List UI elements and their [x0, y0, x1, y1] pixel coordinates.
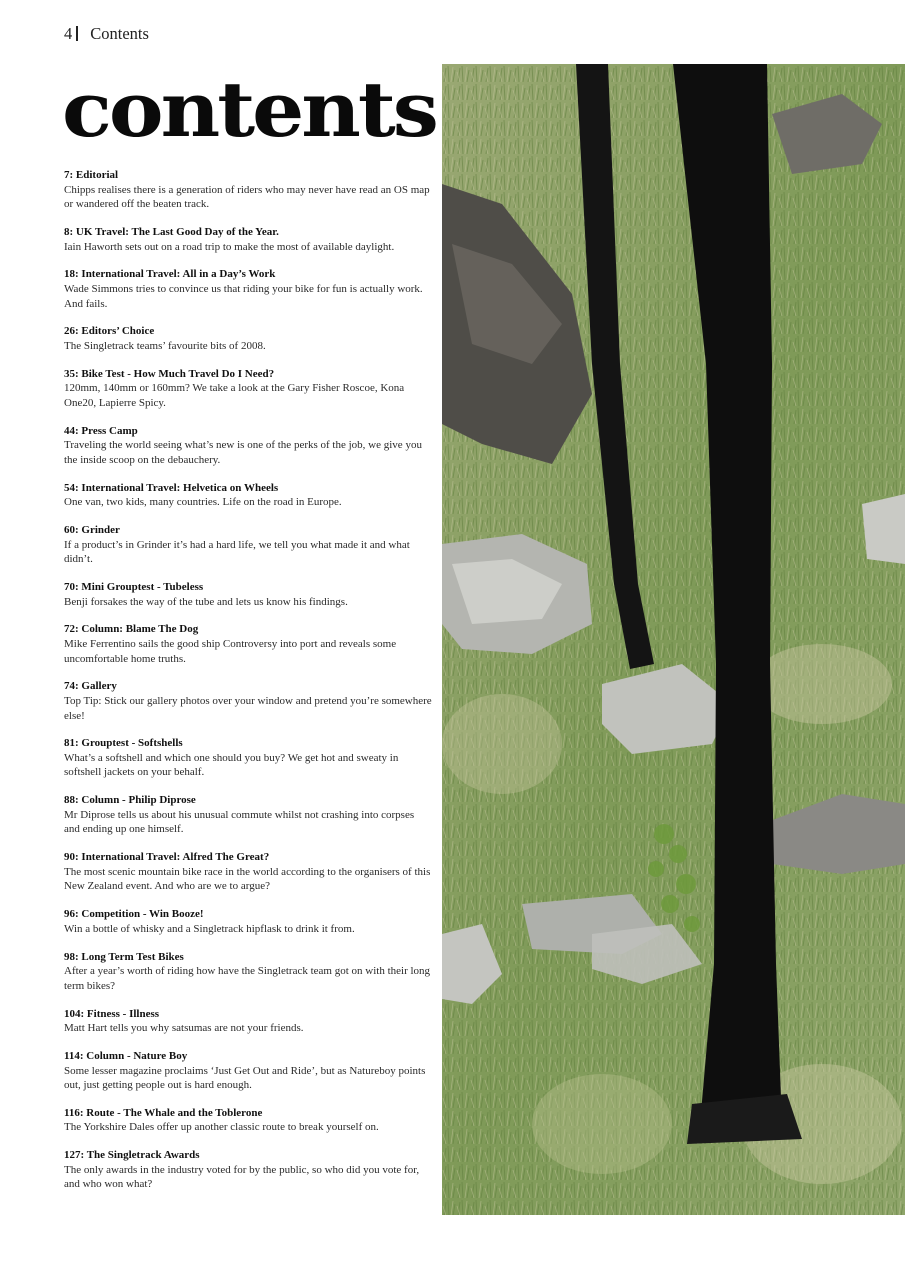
toc-entry[interactable] [64, 1148, 432, 1192]
toc-entry-title: 60: Grinder [64, 524, 120, 536]
toc-entry[interactable] [64, 168, 432, 212]
toc-entry-description: Wade Simmons tries to convince us that riding your bike for fun is actually work. And fails. [64, 282, 423, 310]
cover-photo-burnt-trees [442, 64, 905, 1215]
toc-entry[interactable] [64, 950, 432, 994]
toc-entry-title: 104: Fitness - Illness [64, 1007, 160, 1020]
running-head [64, 24, 149, 44]
toc-entry[interactable] [64, 793, 432, 837]
toc-entry-title: 114: Column - Nature Boy [64, 1049, 188, 1062]
section-name: Contents [90, 24, 149, 43]
toc-entry-description: Benji forsakes the way of the tube and lets us know his findings. [64, 595, 348, 608]
toc-entry-description: The most scenic mountain bike race in the world according to the organisers of this New Zealand event. And who are we to argue? [64, 865, 431, 893]
toc-entry-description: Chipps realises there is a generation of riders who may never have read an OS map or wandered off the beaten track. [64, 183, 430, 211]
toc-entry-title: 88: Column - Philip Diprose [64, 794, 196, 807]
toc-entry-description: 120mm, 140mm or 160mm? We take a look at the Gary Fisher Roscoe, Kona One20, Lapierre Spicy. [64, 382, 405, 409]
toc-entry[interactable] [64, 736, 432, 780]
toc-entry[interactable] [64, 324, 432, 353]
toc-entry-description: Traveling the world seeing what’s new is one of the perks of the job, we give you the inside scoop on the debauchery. [64, 439, 422, 466]
toc-entry[interactable] [64, 481, 432, 510]
toc-entry-description: Mike Ferrentino sails the good ship Controversy into port and reveals some uncomfortable home truths. [64, 637, 397, 665]
toc-entry-description: Matt Hart tells you why satsumas are not your friends. [64, 1022, 304, 1035]
toc-entry-title: 26: Editors’ Choice [64, 325, 155, 338]
toc-entry-title: 72: Column: Blame The Dog [64, 623, 199, 636]
toc-entry-description: Iain Haworth sets out on a road trip to make the most of available daylight. [64, 240, 395, 253]
toc-entry[interactable] [64, 907, 432, 936]
header-divider [76, 26, 78, 41]
toc-entry-description: Some lesser magazine proclaims ‘Just Get Out and Ride’, but as Natureboy points out, just getting people out is hard enough. [64, 1064, 426, 1092]
toc-entry-title: 90: International Travel: Alfred The Great? [64, 851, 270, 864]
toc-entry-description: If a product’s in Grinder it’s had a hard life, we tell you what made it and what didn’t. [64, 538, 410, 566]
toc-entry-description: The only awards in the industry voted for by the public, so who did you vote for, and who won what? [64, 1163, 420, 1191]
toc-entry-title: 18: International Travel: All in a Day’s Work [64, 268, 276, 281]
toc-entry[interactable] [64, 850, 432, 894]
toc-entry-description: Win a bottle of whisky and a Singletrack hipflask to drink it from. [64, 922, 355, 935]
toc-entry[interactable] [64, 225, 432, 254]
toc-entry-description: The Yorkshire Dales offer up another classic route to break yourself on. [64, 1121, 379, 1134]
forest-photo-illustration [442, 64, 905, 1215]
toc-entry[interactable] [64, 1106, 432, 1135]
toc-entry-description: Top Tip: Stick our gallery photos over your window and pretend you’re somewhere else! [64, 694, 432, 722]
toc-entry-title: 127: The Singletrack Awards [64, 1149, 200, 1162]
rock [862, 494, 905, 564]
toc-entry[interactable] [64, 424, 432, 468]
toc-entry-description: After a year’s worth of riding how have the Singletrack team got on with their long term bikes? [64, 965, 431, 992]
toc-entry[interactable] [64, 1007, 432, 1036]
toc-entry-title: 81: Grouptest - Softshells [64, 737, 183, 750]
toc-entry-description: One van, two kids, many countries. Life on the road in Europe. [64, 496, 342, 509]
toc-entry[interactable] [64, 679, 432, 723]
page-title: contents [62, 65, 436, 155]
toc-entry[interactable] [64, 622, 432, 666]
toc-entry-title: 44: Press Camp [64, 424, 138, 437]
toc-entry[interactable] [64, 267, 432, 311]
toc-entry-title: 70: Mini Grouptest - Tubeless [64, 580, 204, 593]
toc-entry-title: 54: International Travel: Helvetica on Wheels [64, 481, 279, 494]
page-number: 4 [64, 24, 73, 43]
toc-entry[interactable] [64, 1049, 432, 1093]
toc-entry[interactable] [64, 367, 432, 411]
toc-entry-title: 98: Long Term Test Bikes [64, 950, 184, 963]
toc-entry-title: 8: UK Travel: The Last Good Day of the Year. [64, 225, 279, 238]
toc-entry-description: The Singletrack teams’ favourite bits of 2008. [64, 339, 266, 352]
toc-entry-description: Mr Diprose tells us about his unusual commute whilst not crashing into corpses and ending up one himself. [64, 808, 415, 836]
table-of-contents [64, 168, 432, 1205]
toc-entry-title: 7: Editorial [64, 169, 119, 181]
toc-entry-title: 116: Route - The Whale and the Toblerone [64, 1106, 263, 1119]
toc-entry-title: 74: Gallery [64, 680, 117, 693]
toc-entry-title: 35: Bike Test - How Much Travel Do I Need? [64, 367, 275, 380]
toc-entry-title: 96: Competition - Win Booze! [64, 908, 204, 921]
toc-entry-description: What’s a softshell and which one should you buy? We get hot and sweaty in softshell jackets on your behalf. [64, 751, 399, 779]
toc-entry[interactable] [64, 523, 432, 567]
toc-entry[interactable] [64, 580, 432, 609]
